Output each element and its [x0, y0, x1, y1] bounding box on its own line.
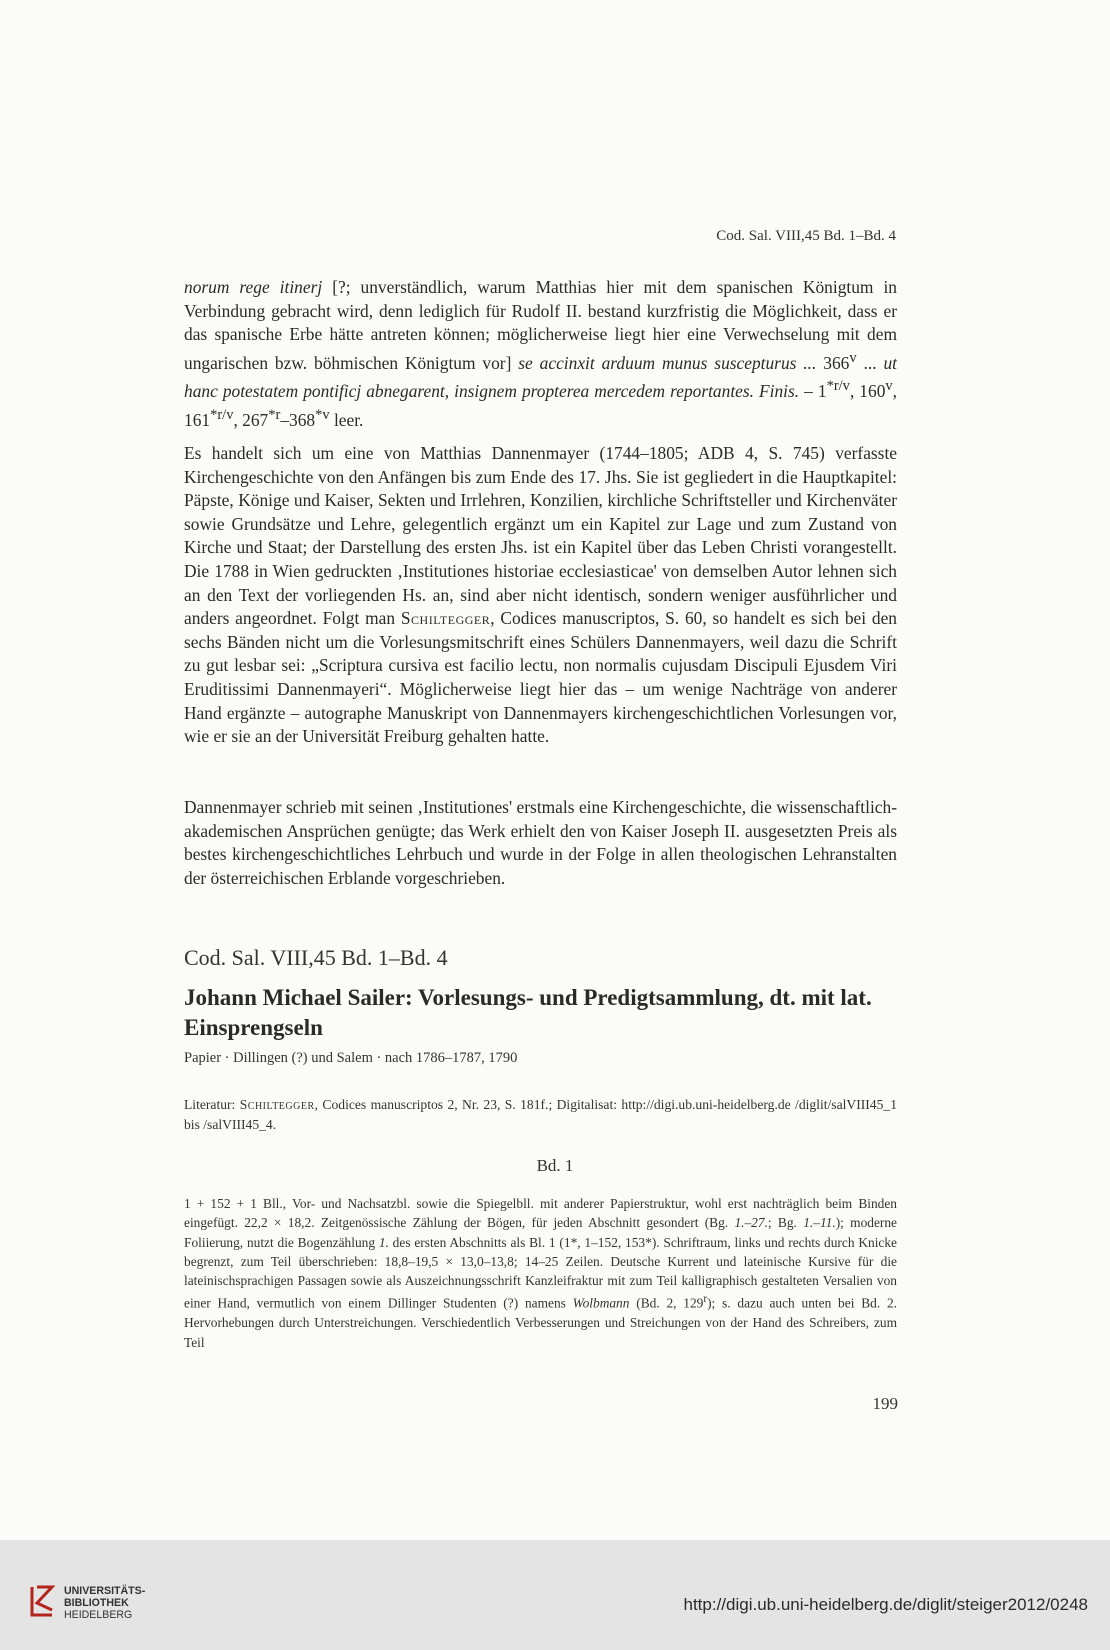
text-span: , Codices manuscriptos 2, Nr. 23, S. 181f.; Digitalisat: http://digi.ub.uni-heidelberg.de /diglit/salVIII45_1 bis /salVIII45_4.	[184, 1097, 897, 1132]
superscript: v	[849, 349, 857, 366]
text-span: – 1	[799, 380, 827, 401]
superscript: *r/v	[826, 378, 850, 395]
section-meta: Papier · Dillingen (?) und Salem · nach 1786–1787, 1790	[184, 1050, 518, 1066]
library-name-line: HEIDELBERG	[64, 1609, 133, 1621]
text-span: –368	[280, 409, 316, 430]
italic-span: 1.–27.	[734, 1215, 768, 1231]
superscript: v	[885, 378, 893, 395]
text-span: ); moderne Foliierung, nutzt die Bogenzählung	[184, 1215, 898, 1250]
text-span: leer.	[329, 409, 364, 430]
latin-quote: se accinxit arduum munus suscepturus ...	[518, 352, 817, 373]
superscript: r	[703, 1293, 708, 1306]
text-span: , 160	[849, 380, 886, 401]
library-name-line: BIBLIOTHEK	[64, 1597, 129, 1609]
text-span: , Codices manuscriptos, S. 60, so handelt es sich bei den sechs Bänden nicht um die Vorlesungsmitschrift eines Schülers Dannenmayers, weil dazu die Schrift zu gut lesbar sei: „Scriptura cursiva est facilio lectu, non normalis cujusdam Discipuli Ejusdem Viri Eruditissimi Dannenmayeri“. Möglicherweise liegt hier das – um wenige Nachträge von anderer Hand ergänzte – autographe Manuskript von Dannenmayers kirchengeschichtlichen Vorlesungen vor, wie er sie an der Universität Freiburg gehalten hatte.	[184, 608, 897, 747]
text-span: , 161	[184, 380, 898, 430]
library-name	[64, 1585, 145, 1621]
latin-quote: ut hanc potestatem pontificj abnegarent, insignem propterea mercedem reportantes. Finis.	[184, 352, 898, 401]
italic-span: 1.–11.	[803, 1215, 836, 1231]
text-span: Es handelt sich um eine von Matthias Dannenmayer (1744–1805; ADB 4, S. 745) verfasste Kirchengeschichte von den Anfängen bis zum Ende des 17. Jhs. Sie ist gegliedert in die Hauptkapitel: Päpste, Könige und Kaiser, Sekten und Irrlehren, Konzilien, kirchliche Schriftsteller und Kirchenväter sowie Grundsätze und Lehre, gelegentlich ergänzt um ein Kapitel zur Lage und zum Zustand von Kirche und Staat; der Darstellung des ersten Jhs. ist ein Kapitel über das Leben Christi vorangestellt. Die 1788 in Wien gedruckten ‚Institutiones historiae ecclesiasticae' von demselben Autor lehnen sich an den Text der vorliegenden Hs. an, sind aber nicht identisch, sondern weniger ausführlicher und anders angeordnet. Folgt man	[184, 443, 897, 629]
library-logo-icon	[28, 1583, 56, 1619]
text-span: (Bd. 2, 129	[629, 1295, 704, 1311]
text-span: des ersten Abschnitts als Bl. 1 (1*, 1–152, 153*). Schriftraum, links und rechts durch Knicke begrenzt, zum Teil überschrieben: 18,8–19,5 × 13,0–13,8; 14–25 Zeilen. Deutsche Kurrent und lateinische Kursive für die lateinischsprachigen Passagen sowie als Auszeichnungsschrift Kanzleifraktur mit zum Teil kalligraphisch gestalteten Versalien von einer Hand, vermutlich von einem Dillinger Studenten (?) namens	[184, 1234, 897, 1311]
superscript: *r	[268, 406, 281, 423]
paragraph-continuation	[184, 276, 897, 432]
paragraph-description	[184, 442, 897, 749]
author-name: Schiltegger	[239, 1097, 315, 1112]
text-span: ; Bg.	[767, 1215, 804, 1231]
paragraph-history	[184, 796, 897, 890]
superscript: *r/v	[210, 406, 234, 423]
superscript: *v	[315, 406, 330, 423]
source-url[interactable]: http://digi.ub.uni-heidelberg.de/diglit/steiger2012/0248	[683, 1595, 1088, 1614]
library-name-line: UNIVERSITÄTS-	[64, 1585, 146, 1597]
volume-heading: Bd. 1	[536, 1156, 574, 1175]
page-number: 199	[872, 1394, 898, 1413]
text-span: , 267	[233, 409, 269, 430]
italic-span: 1.	[378, 1234, 389, 1250]
section-code: Cod. Sal. VIII,45 Bd. 1–Bd. 4	[184, 945, 448, 970]
text-span: ); s. dazu auch unten bei Bd. 2. Hervorhebungen durch Unterstreichungen. Verschiedentlich Verbesserungen und Streichungen von der Hand des Schreibers, zum Teil	[184, 1295, 897, 1350]
text-span: 366	[816, 352, 850, 373]
text-span: ...	[856, 352, 884, 373]
volume-description	[184, 1194, 897, 1352]
text-span: 1 + 152 + 1 Bll., Vor- und Nachsatzbl. sowie die Spiegelbll. mit anderer Papierstruktur, wohl erst nachträglich beim Binden eingefügt. 22,2 × 18,2. Zeitgenössische Zählung der Bögen, für jeden Abschnitt gesondert (Bg.	[184, 1196, 897, 1231]
italic-span: Wolbmann	[572, 1295, 630, 1311]
section-title: Johann Michael Sailer: Vorlesungs- und Predigtsammlung, dt. mit lat. Einsprengseln	[184, 985, 872, 1040]
text-span: Dannenmayer schrieb mit seinen ‚Institutiones' erstmals eine Kirchengeschichte, die wissenschaftlich-akademischen Ansprüchen genügte; das Werk erhielt den von Kaiser Joseph II. ausgesetzten Preis als bestes kirchengeschichtliches Lehrbuch und wurde in der Folge in allen theologischen Lehranstalten der österreichischen Erblande vorgeschrieben.	[184, 797, 897, 888]
literature-note	[184, 1095, 897, 1135]
author-name: Schiltegger	[400, 608, 491, 629]
running-head: Cod. Sal. VIII,45 Bd. 1–Bd. 4	[716, 228, 896, 244]
footer-bar	[0, 1540, 1110, 1650]
text-span: Literatur:	[184, 1097, 240, 1112]
latin-quote: norum rege itinerj	[184, 277, 323, 297]
text-span: [?; unverständlich, warum Matthias hier mit dem spanischen Königtum in Verbindung gebracht wird, denn lediglich für Rudolf II. bestand kurzfristig die Möglichkeit, dass er das spanische Erbe hätte antreten können; möglicherweise liegt hier eine Verwechselung mit dem ungarischen bzw. böhmischen Königtum vor]	[184, 277, 897, 373]
